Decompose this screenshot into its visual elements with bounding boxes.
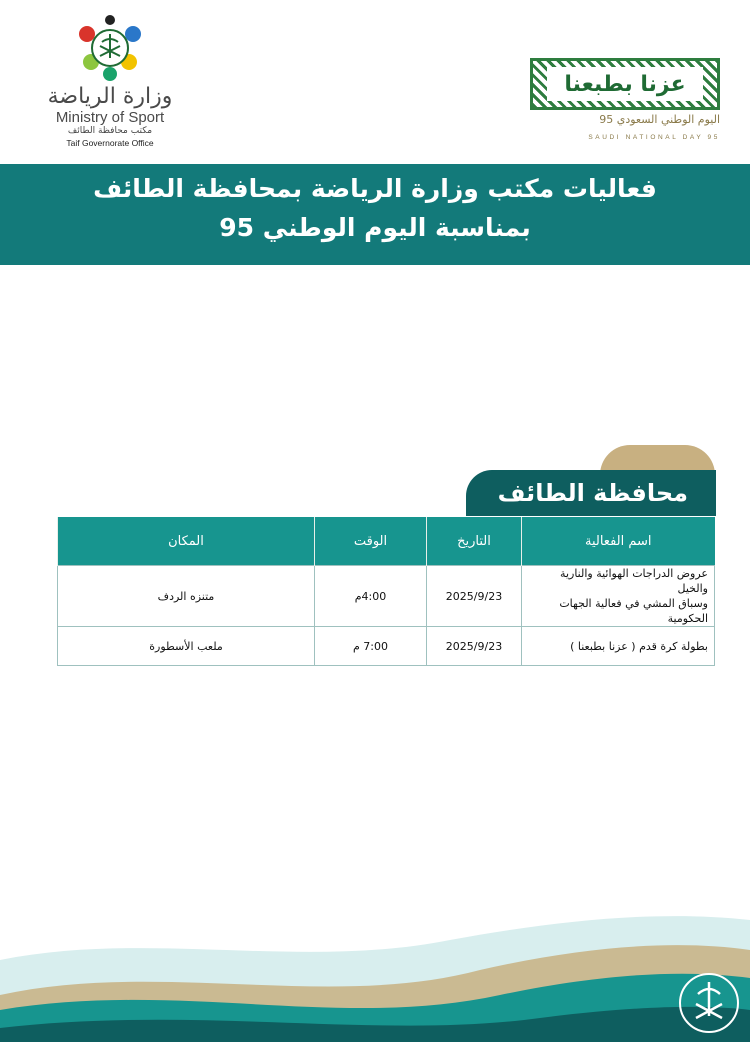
ministry-logo [40,12,180,162]
event-date-cell: 2025/9/23 [427,627,522,666]
office-name-ar: مكتب محافظة الطائف [67,126,153,136]
banner-title-line2: بمناسبة اليوم الوطني 95 [219,213,531,242]
event-name-cell [522,566,715,627]
event-time-cell: 4:00م [315,566,427,627]
national-day-subtitle-ar: اليوم الوطني السعودي 95 [599,113,720,126]
region-tab [466,470,716,516]
event-place-cell: متنزه الردف [58,566,315,627]
table-header-row [58,517,715,566]
events-table [57,517,715,666]
event-name-line: وسباق المشي في فعالية الجهات الحكومية [559,597,708,625]
event-name-line: عروض الدراجات الهوائية والنارية والخيل [560,567,708,595]
ministry-name-ar: وزارة الرياضة [47,84,173,109]
national-day-logo [530,58,720,148]
table-row [58,566,715,627]
event-time-cell: 7:00 م [315,627,427,666]
event-place-cell: ملعب الأسطورة [58,627,315,666]
ministry-name-en: Ministry of Sport [55,109,165,126]
ministry-emblem-icon [75,12,145,82]
national-day-frame [530,58,720,110]
event-name-line: بطولة كرة قدم ( عزنا بطبعنا ) [570,639,708,653]
header-time: الوقت [315,517,427,566]
saudi-emblem-icon [678,972,740,1034]
national-day-slogan: عزنا بطبعنا [564,71,686,97]
table-row [58,627,715,666]
header-date: التاريخ [427,517,522,566]
national-day-subtitle-en: SAUDI NATIONAL DAY 95 [588,134,720,141]
header-event: اسم الفعالية [522,517,715,566]
region-label: محافظة الطائف [497,479,688,507]
title-banner [0,164,750,265]
header-place: المكان [58,517,315,566]
event-name-cell [522,627,715,666]
office-name-en: Taif Governorate Office [66,138,154,148]
banner-title-line1: فعاليات مكتب وزارة الرياضة بمحافظة الطائف [93,174,657,203]
event-date-cell: 2025/9/23 [427,566,522,627]
bottom-wave-decoration [0,900,750,1042]
